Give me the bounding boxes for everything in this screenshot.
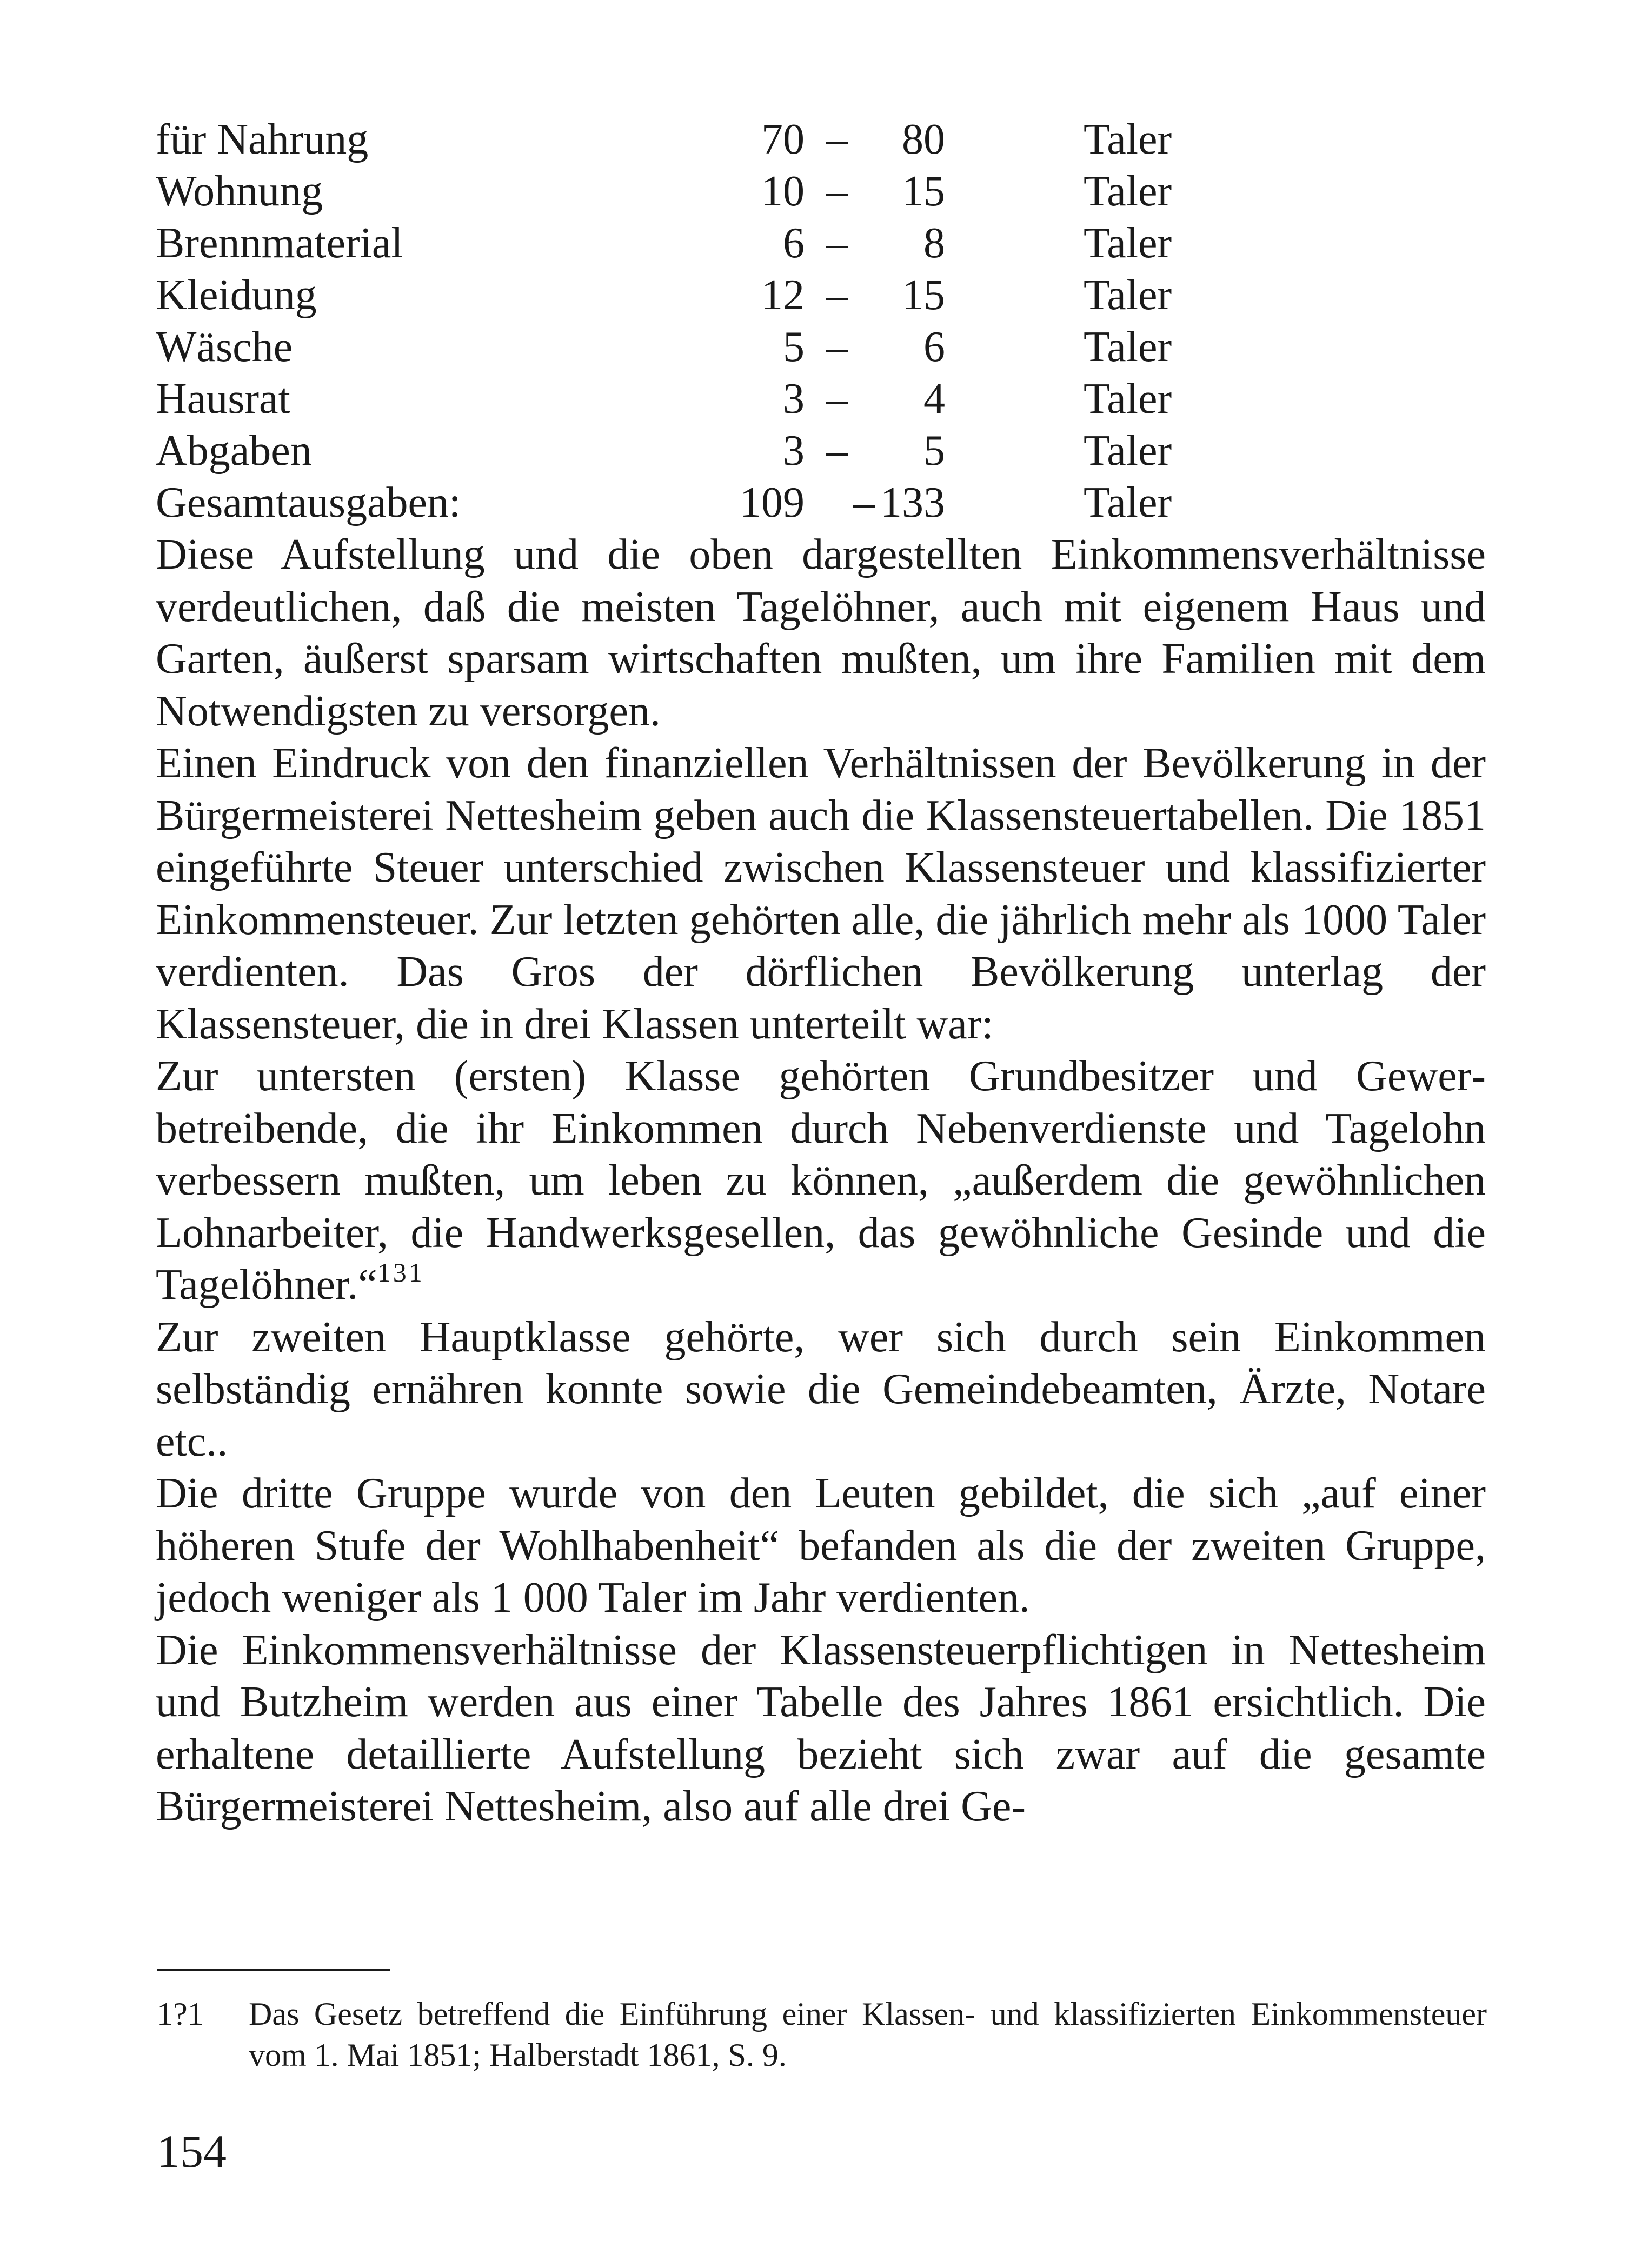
range-dash: – [826, 375, 848, 423]
total-low: 109 [740, 479, 805, 526]
expense-label: Brennmaterial [156, 219, 403, 267]
range-dash: – [853, 479, 875, 526]
expense-row-laundry [156, 321, 1172, 373]
expense-unit: Taler [1084, 323, 1172, 371]
range-dash: – [826, 427, 848, 475]
expense-low: 3 [783, 427, 805, 475]
expense-label: Wohnung [156, 168, 323, 215]
expense-unit: Taler [1084, 375, 1172, 423]
expense-row-fuel [156, 217, 1172, 269]
page-number: 154 [157, 2125, 227, 2177]
paragraph-6: Die Einkommensverhältnisse der Klassensteuerpflichtigen in Nettesheim und Butzheim werden aus einer Tabelle des Jahres 1861 ersichtlich. Die erhaltene detaillierte Aufstellung bezieht sich zwar auf die gesamte Bürgermeisterei Nettesheim, also auf alle drei Ge- [156, 1626, 1486, 1830]
paragraph-3-text: Zur untersten (ersten) Klasse gehörten Grundbesitzer und Gewerbetreibende, die ihr Einkommen durch Nebenverdienste und Tagelohn verbessern mußten, um leben zu können, „außerdem die gewöhnlichen Lohnarbeiter, die Handwerksgesellen, das gewöhnliche Gesinde und die Tagelöhner.“ [156, 1052, 1486, 1309]
range-dash: – [826, 168, 848, 215]
paragraph-2: Einen Eindruck von den finanziellen Verhältnissen der Bevölkerung in der Bürgermeisterei Nettesheim geben auch die Klassensteuertabellen. Die 1851 eingeführte Steuer unterschied zwischen Klassensteuer und klassifizierter Einkommensteuer. Zur letzten gehörten alle, die jährlich mehr als 1000 Taler verdienten. Das Gros der dörflichen Bevölkerung unterlag der Klassensteuer, die in drei Klassen unterteilt war: [156, 739, 1486, 1048]
expense-row-household [156, 373, 1172, 425]
range-dash: – [826, 271, 848, 319]
footnote-text: Das Gesetz betreffend die Einführung einer Klassen- und klassifizierten Einkommensteuer vom 1. Mai 1851; Halberstadt 1861, S. 9. [249, 1996, 1487, 2073]
body-text [156, 529, 1486, 1833]
expense-low: 5 [783, 323, 805, 371]
expense-table [156, 114, 1172, 529]
expense-high: 15 [902, 271, 945, 319]
total-unit: Taler [1084, 479, 1172, 526]
footnote-divider [157, 1969, 390, 1971]
expense-row-housing [156, 165, 1172, 217]
expense-row-taxes [156, 425, 1172, 477]
expense-unit: Taler [1084, 168, 1172, 215]
expense-high: 4 [923, 375, 945, 423]
expense-label: Kleidung [156, 271, 317, 319]
expense-high: 6 [923, 323, 945, 371]
expense-row-total [156, 477, 1172, 529]
paragraph-3 [156, 1050, 1486, 1311]
paragraph-5: Die dritte Gruppe wurde von den Leuten gebildet, die sich „auf einer höheren Stufe der Wohlhabenheit“ befanden als die der zweiten Gruppe, jedoch weniger als 1 000 Taler im Jahr verdienten. [156, 1470, 1486, 1622]
paragraph-4: Zur zweiten Hauptklasse gehörte, wer sich durch sein Einkommen selbständig ernähren konnte sowie die Gemeindebeamten, Ärzte, Notare etc.. [156, 1313, 1486, 1465]
expense-high: 15 [902, 168, 945, 215]
total-high: 133 [880, 479, 945, 526]
expense-low: 10 [761, 168, 805, 215]
expense-label: Hausrat [156, 375, 290, 423]
paragraph-1: Diese Aufstellung und die oben dargestellten Einkommensverhältnisse verdeutlichen, daß die meisten Tagelöhner, auch mit eigenem Haus und Garten, äußerst sparsam wirtschaften mußten, um ihre Familien mit dem Notwendigsten zu versorgen. [156, 531, 1486, 735]
expense-high: 5 [923, 427, 945, 475]
expense-high: 80 [902, 116, 945, 163]
range-dash: – [826, 323, 848, 371]
expense-low: 6 [783, 219, 805, 267]
range-dash: – [826, 219, 848, 267]
footnote-reference: 131 [377, 1257, 424, 1288]
expense-low: 12 [761, 271, 805, 319]
expense-label: Abgaben [156, 427, 312, 475]
expense-label: für Nahrung [156, 116, 369, 163]
expense-unit: Taler [1084, 271, 1172, 319]
expense-unit: Taler [1084, 116, 1172, 163]
expense-low: 70 [761, 116, 805, 163]
range-dash: – [826, 116, 848, 163]
expense-low: 3 [783, 375, 805, 423]
total-label: Gesamtausgaben: [156, 479, 461, 526]
expense-high: 8 [923, 219, 945, 267]
expense-row-clothing [156, 269, 1172, 321]
footnote-number: 1?1 [157, 1996, 204, 2032]
expense-unit: Taler [1084, 219, 1172, 267]
expense-label: Wäsche [156, 323, 293, 371]
expense-row-food [156, 114, 1172, 165]
expense-unit: Taler [1084, 427, 1172, 475]
